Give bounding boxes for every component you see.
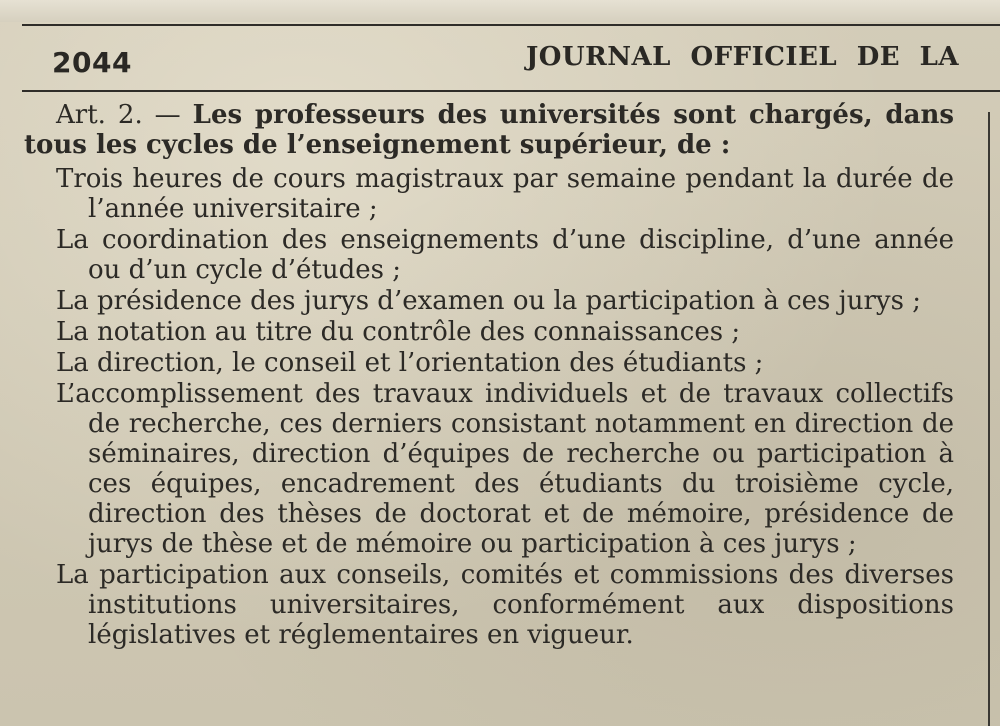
duty-item: Trois heures de cours magistraux par semaine pendant la durée de l’année universitaire ; — [56, 164, 954, 224]
column-divider — [988, 112, 990, 726]
duty-item: La coordination des enseignements d’une discipline, d’une année ou d’un cycle d’études ; — [56, 225, 954, 285]
duty-item: L’accomplissement des travaux individuels et de travaux collectifs de recherche, ces derniers consistant notamment en direction de séminaires, direction d’équipes de recherche ou participation à ces équipes, encadrement des étudiants du troisième cycle, direction des thèses de doctorat et de mémoire, présidence de jurys de thèse et de mémoire ou participation à ces jurys ; — [56, 379, 954, 559]
article-intro-paragraph — [24, 100, 954, 160]
page-number: 2044 — [52, 46, 132, 79]
duty-item: La notation au titre du contrôle des connaissances ; — [56, 317, 741, 347]
header-bottom-rule — [22, 90, 1000, 92]
article-number: Art. 2. — — [56, 100, 181, 130]
duty-item: La direction, le conseil et l’orientation des étudiants ; — [56, 348, 764, 378]
journal-title: JOURNAL OFFICIEL DE LA — [526, 42, 960, 72]
article-2 — [24, 100, 954, 651]
page-top-edge — [0, 0, 1000, 22]
header-top-rule — [22, 24, 1000, 26]
duties-list — [24, 164, 954, 650]
article-intro-text: Les professeurs des universités sont chargés, dans tous les cycles de l’enseignement supérieur, de : — [24, 100, 954, 160]
duty-item: La présidence des jurys d’examen ou la participation à ces jurys ; — [56, 286, 921, 316]
duty-item: La participation aux conseils, comités et commissions des diverses institutions universitaires, conformément aux dispositions législatives et réglementaires en vigueur. — [56, 560, 954, 650]
